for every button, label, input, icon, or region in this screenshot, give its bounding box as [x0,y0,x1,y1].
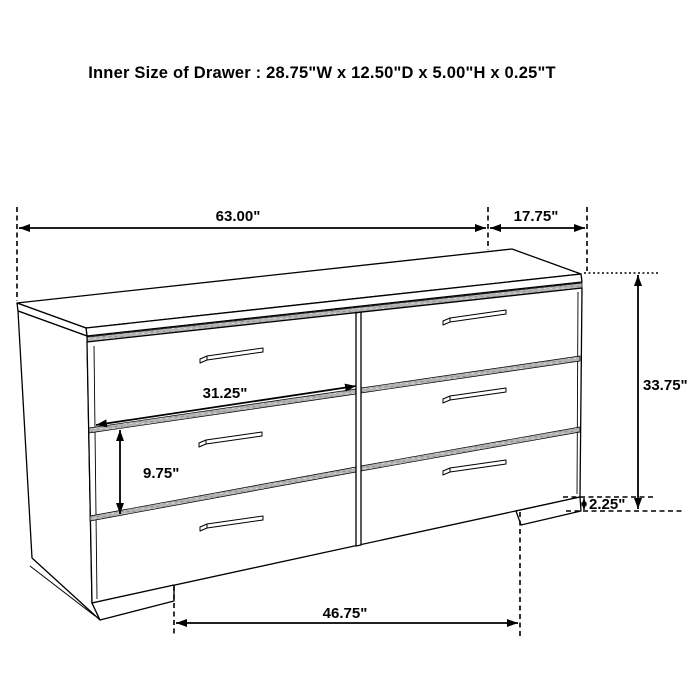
center-stile [356,312,361,546]
dim-label-drawer-height: 9.75" [143,465,180,482]
dim-label-drawer-width: 31.25" [202,385,248,402]
dim-label-depth: 17.75" [513,208,559,225]
diagram-title: Inner Size of Drawer : 28.75"W x 12.50"D x 5.00"H x 0.25"T [88,64,556,82]
dim-label-overall-width: 63.00" [215,208,261,225]
dim-label-overall-height: 33.75" [643,377,688,394]
front-face [87,288,582,603]
dresser [17,249,582,620]
dim-label-base-height: 2.25" [589,496,626,513]
dim-label-base-span: 46.75" [322,605,368,622]
